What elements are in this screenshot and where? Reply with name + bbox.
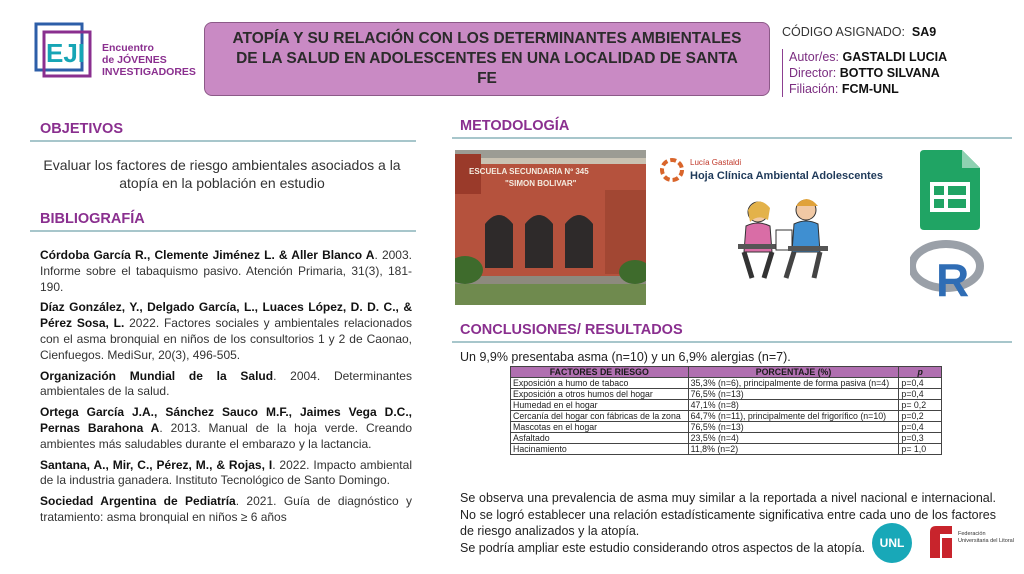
table-cell: Humedad en el hogar [511,400,689,411]
conclusiones-divider [452,341,1012,343]
svg-text:R: R [936,254,970,302]
reference-item: Díaz González, Y., Delgado García, L., Luaces López, D. D. C., & Pérez Sosa, L. 2022. Factores sociales y ambientales relacionados con el asma bronquial en niños de los consultorios 1 y 2 de Caonao, Cienfuegos. MediSur, 20(3), 496-505. [40,300,412,362]
assigned-code: CÓDIGO ASIGNADO: SA9 [782,25,937,39]
conclusions-text [460,490,996,556]
bibliografia-divider [30,230,416,232]
google-sheets-icon [920,150,980,230]
table-header: FACTORES DE RIESGO [511,367,689,378]
table-cell: 23,5% (n=4) [688,433,899,444]
table-cell: 11,8% (n=2) [688,444,899,455]
unl-logo: UNL [872,523,912,563]
conclusion-paragraph: Se observa una prevalencia de asma muy similar a la reportada a nivel nacional e internacional. No se logró establecer una relación estadísticamente significativa entre cada uno de los factores de riesgo analizados y la atopía. [460,491,996,538]
clinic-form-title: Hoja Clínica Ambiental Adolescentes [690,170,883,182]
table-cell: p=0,2 [899,411,942,422]
table-cell: p=0,4 [899,389,942,400]
bibliografia-heading: BIBLIOGRAFÍA [40,211,145,227]
table-cell: Cercanía del hogar con fábricas de la zona [511,411,689,422]
metodologia-heading: METODOLOGÍA [460,118,570,134]
fue-logo [926,522,1016,562]
table-header: PORCENTAJE (%) [688,367,899,378]
conclusion-paragraph: Se podría ampliar este estudio considerando otros aspectos de la atopía. [460,540,866,555]
svg-text:"SIMON BOLIVAR": "SIMON BOLIVAR" [505,179,577,188]
table-cell: p=0,4 [899,378,942,389]
bibliografia-list [40,248,412,531]
table-header-row [511,367,942,378]
table-cell: Exposición a humo de tabaco [511,378,689,389]
table-row [511,433,942,444]
table-row [511,444,942,455]
eji-logo-text: Encuentro de JÓVENES INVESTIGADORES [102,42,196,78]
reference-item: Santana, A., Mir, C., Pérez, M., & Rojas, I. 2022. Impacto ambiental de la industria ganadera. Instituto Tecnológico de Santo Domingo. [40,457,412,488]
reference-item: Córdoba García R., Clemente Jiménez L. & Aller Blanco A. 2003. Informe sobre el tabaquismo pasivo. Atención Primaria, 31(3), 181-190. [40,248,412,294]
table-cell: 64,7% (n=11), principalmente del frigorífico (n=10) [688,411,899,422]
table-cell: p=0,4 [899,422,942,433]
eji-logo [30,16,200,88]
table-row [511,389,942,400]
reference-item: Ortega García J.A., Sánchez Sauco M.F., Jaimes Vega D.C., Pernas Barahona A. 2013. Manual de la hoja verde. Creando ambientes más saludables durante el embarazo y la lactancia. [40,405,412,451]
table-cell: Hacinamiento [511,444,689,455]
table-cell: Mascotas en el hogar [511,422,689,433]
table-cell: p= 1,0 [899,444,942,455]
poster-info [782,24,1012,97]
risk-factors-table [510,366,942,455]
objetivos-text: Evaluar los factores de riesgo ambientales asociados a la atopía en la población en estudio [43,157,401,191]
svg-text:ESCUELA SECUNDARIA Nº 345: ESCUELA SECUNDARIA Nº 345 [469,167,589,176]
table-cell: p= 0,2 [899,400,942,411]
table-header: p [899,367,942,378]
fue-logo-mark [926,522,956,562]
results-intro: Un 9,9% presentaba asma (n=10) y un 6,9% alergias (n=7). [460,350,791,364]
objetivos-heading: OBJETIVOS [40,121,123,137]
conclusiones-heading: CONCLUSIONES/ RESULTADOS [460,322,683,338]
fue-logo-text: Federación Universitaria del Litoral [958,531,1014,544]
table-cell: 76,5% (n=13) [688,422,899,433]
poster-title: ATOPÍA Y SU RELACIÓN CON LOS DETERMINANTES AMBIENTALES DE LA SALUD EN ADOLESCENTES EN UNA LOCALIDAD DE SANTA FE [232,30,742,87]
table-row [511,422,942,433]
table-row [511,378,942,389]
table-cell: Asfaltado [511,433,689,444]
clinic-form-author: Lucía Gastaldi [690,158,742,167]
r-language-logo [910,240,988,302]
metodologia-divider [452,137,1012,139]
table-cell: 76,5% (n=13) [688,389,899,400]
svg-text:EJI: EJI [46,38,86,68]
table-cell: 47,1% (n=8) [688,400,899,411]
clinic-form-icon [660,158,684,182]
reference-item: Organización Mundial de la Salud. 2004. Determinantes ambientales de la salud. [40,368,412,399]
table-cell: p=0,3 [899,433,942,444]
table-row [511,411,942,422]
table-row [511,400,942,411]
author-meta: Autor/es: GASTALDI LUCIA Director: BOTTO SILVANA Filiación: FCM-UNL [782,49,1012,97]
interview-illustration [728,190,836,288]
eji-logo-mark [32,18,96,82]
poster-title-box [204,22,770,96]
table-cell: Exposición a otros humos del hogar [511,389,689,400]
reference-item: Sociedad Argentina de Pediatría. 2021. Guía de diagnóstico y tratamiento: asma bronquial en niños ≥ 6 años [40,494,412,524]
school-photo [455,150,646,305]
table-cell: 35,3% (n=6), principalmente de forma pasiva (n=4) [688,378,899,389]
objetivos-divider [30,140,416,142]
